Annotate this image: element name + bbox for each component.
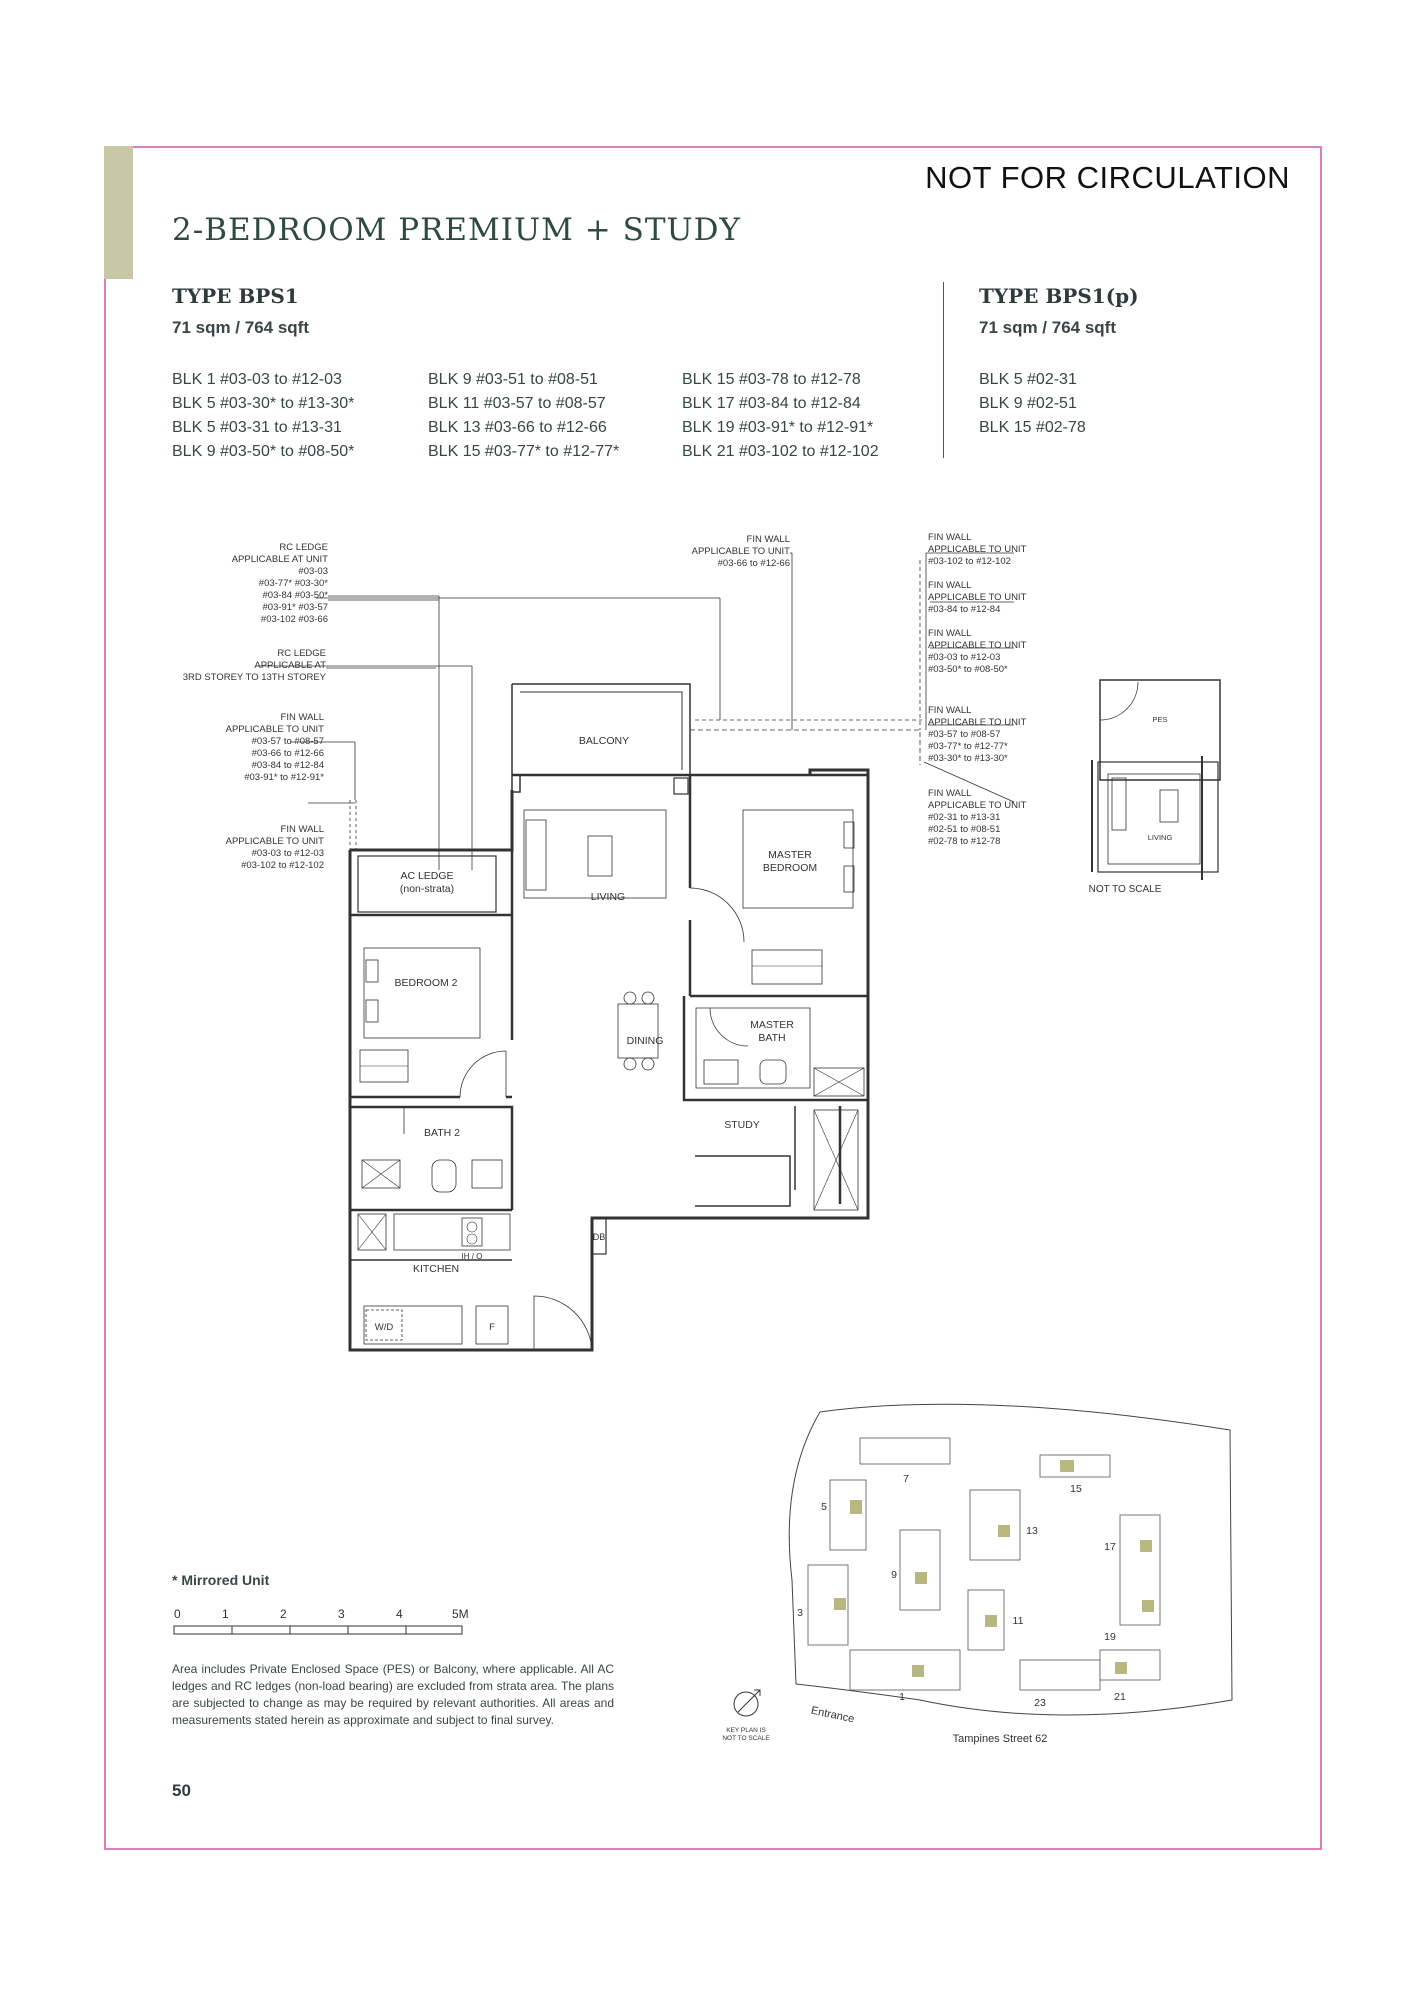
annotation-line: #03-03 to #12-03 (251, 848, 324, 859)
scale-bar (172, 1604, 472, 1644)
page-title: 2-BEDROOM PREMIUM + STUDY (172, 212, 741, 248)
unit-range: BLK 15 #03-77* to #12-77* (428, 443, 620, 460)
fin-wall-label: FIN WALL (928, 580, 972, 591)
unit-range: BLK 15 #02-78 (979, 419, 1086, 436)
page-number: 50 (172, 1781, 191, 1800)
type-b-name: TYPE BPS1(p) (979, 284, 1139, 308)
north-arrow-icon (734, 1690, 760, 1716)
room-label-master-bath: MASTER (750, 1019, 794, 1031)
block-label: 7 (903, 1473, 909, 1485)
unit-range: BLK 9 #03-51 to #08-51 (428, 371, 598, 388)
block-label: 21 (1114, 1691, 1126, 1703)
annotation-line: #03-91* to #12-91* (244, 772, 324, 783)
annotation-line: #02-78 to #12-78 (928, 836, 1001, 847)
room-label-db: DB (592, 1232, 606, 1242)
mirrored-unit-note: * Mirrored Unit (172, 1572, 270, 1588)
entrance-label: Entrance (809, 1704, 856, 1726)
annotation-line: APPLICABLE TO UNIT (928, 640, 1027, 651)
type-a-units-col2 (428, 368, 619, 464)
type-a-area: 71 sqm / 764 sqft (172, 318, 310, 337)
unit-range: BLK 17 #03-84 to #12-84 (682, 395, 861, 412)
watermark-label: NOT FOR CIRCULATION (925, 160, 1290, 195)
annotation-line: APPLICABLE TO UNIT (928, 800, 1027, 811)
annotation-line: 3RD STOREY TO 13TH STOREY (182, 672, 326, 683)
room-label-ac-ledge: (non-strata) (399, 883, 455, 895)
scale-tick: 5M (452, 1607, 469, 1621)
fin-wall-label: FIN WALL (280, 824, 324, 835)
annotation-line: APPLICABLE AT (254, 660, 326, 671)
unit-range: BLK 19 #03-91* to #12-91* (682, 419, 874, 436)
room-label-fridge: F (489, 1322, 495, 1333)
block-label: 23 (1034, 1697, 1046, 1709)
block-label: 3 (797, 1607, 803, 1619)
annotation-line: #03-102 to #12-102 (241, 860, 324, 871)
annotation-line: APPLICABLE TO UNIT (928, 592, 1027, 603)
inset-label-pes: PES (1152, 715, 1168, 724)
scale-tick: 1 (222, 1607, 229, 1621)
rc-ledge-label: RC LEDGE (279, 542, 328, 553)
annotation-line: #03-03 to #12-03 (928, 652, 1001, 663)
type-b-units (979, 368, 1086, 440)
annotation-line: #03-66 to #12-66 (251, 748, 324, 759)
annotation-line: APPLICABLE TO UNIT (225, 836, 324, 847)
fin-wall-label: FIN WALL (746, 534, 790, 545)
unit-range: BLK 9 #02-51 (979, 395, 1077, 412)
street-label: Tampines Street 62 (952, 1733, 1048, 1745)
section-tab (104, 146, 133, 279)
unit-range: BLK 5 #03-30* to #13-30* (172, 395, 355, 412)
block-label: 13 (1026, 1525, 1038, 1537)
room-label-wd: W/D (374, 1322, 394, 1333)
block-label: 1 (899, 1691, 905, 1703)
scale-tick: 4 (396, 1607, 403, 1621)
room-label-master-bedroom: MASTER (768, 849, 812, 861)
annotation-line: #03-50* to #08-50* (928, 664, 1008, 675)
unit-range: BLK 1 #03-03 to #12-03 (172, 371, 342, 388)
room-label-master-bedroom: BEDROOM (762, 862, 818, 874)
room-label-ih: IH / O (461, 1252, 483, 1261)
unit-range: BLK 9 #03-50* to #08-50* (172, 443, 355, 460)
room-label-living: LIVING (590, 891, 626, 903)
keyplan-caption: KEY PLAN IS (726, 1727, 766, 1734)
keyplan-caption: NOT TO SCALE (722, 1735, 770, 1742)
rc-ledge-label: RC LEDGE (277, 648, 326, 659)
annotation-line: #02-51 to #08-51 (928, 824, 1001, 835)
block-label: 15 (1070, 1483, 1082, 1495)
unit-range: BLK 11 #03-57 to #08-57 (428, 395, 606, 412)
block-label: 17 (1104, 1541, 1116, 1553)
type-a-units-col1 (172, 368, 354, 464)
annotation-line: #03-57 to #08-57 (928, 729, 1001, 740)
annotation-line: APPLICABLE TO UNIT (225, 724, 324, 735)
room-label-ac-ledge: AC LEDGE (400, 870, 454, 882)
annotation-line: APPLICABLE TO UNIT (691, 546, 790, 557)
annotation-line: #03-57 to #08-57 (251, 736, 324, 747)
annotation-line: #03-30* to #13-30* (928, 753, 1008, 764)
type-a-name: TYPE BPS1 (172, 284, 299, 308)
annotation-line: #03-84 to #12-84 (251, 760, 324, 771)
block-label: 9 (891, 1569, 897, 1581)
annotation-line: #03-84 #03-50* (262, 590, 328, 601)
annotation-line: #03-102 to #12-102 (928, 556, 1011, 567)
scale-tick: 3 (338, 1607, 345, 1621)
block-label: 19 (1104, 1631, 1116, 1643)
unit-range: BLK 13 #03-66 to #12-66 (428, 419, 607, 436)
annotation-line: #03-66 to #12-66 (717, 558, 790, 569)
floor-plan (150, 520, 1250, 1380)
key-plan (700, 1400, 1240, 1760)
annotation-line: APPLICABLE AT UNIT (231, 554, 328, 565)
room-label-dining: DINING (626, 1035, 664, 1047)
fin-wall-label: FIN WALL (928, 705, 972, 716)
block-label: 5 (821, 1501, 827, 1513)
annotation-line: #03-77* to #12-77* (928, 741, 1008, 752)
annotation-line: #03-77* #03-30* (258, 578, 328, 589)
scale-tick: 2 (280, 1607, 287, 1621)
type-b-area: 71 sqm / 764 sqft (979, 318, 1117, 337)
unit-range: BLK 21 #03-102 to #12-102 (682, 443, 879, 460)
annotation-line: APPLICABLE TO UNIT (928, 544, 1027, 555)
unit-range: BLK 5 #02-31 (979, 371, 1077, 388)
room-label-balcony: BALCONY (578, 735, 630, 747)
annotation-line: APPLICABLE TO UNIT (928, 717, 1027, 728)
fin-wall-label: FIN WALL (928, 628, 972, 639)
annotation-line: #03-84 to #12-84 (928, 604, 1001, 615)
fin-wall-label: FIN WALL (928, 788, 972, 799)
room-label-bath-2: BATH 2 (424, 1127, 460, 1139)
disclaimer-note: Area includes Private Enclosed Space (PES) or Balcony, where applicable. All AC ledges and RC ledges (non-load bearing) are excluded from strata area. The plans are subjected to change as may be required by relevant authorities. All areas and measurements stated herein as approximate and subject to final survey. (172, 1662, 614, 1727)
fin-wall-label: FIN WALL (280, 712, 324, 723)
fin-wall-label: FIN WALL (928, 532, 972, 543)
block-label: 11 (1012, 1615, 1024, 1627)
room-label-master-bath: BATH (758, 1032, 786, 1044)
annotation-line: #02-31 to #13-31 (928, 812, 1001, 823)
inset-label-living: LIVING (1147, 833, 1173, 842)
annotation-line: #03-91* #03-57 (262, 602, 328, 613)
type-a-units-col3 (682, 368, 879, 464)
room-label-kitchen: KITCHEN (412, 1263, 460, 1275)
room-label-bedroom-2: BEDROOM 2 (394, 977, 458, 989)
inset-note: NOT TO SCALE (1088, 884, 1162, 895)
annotation-line: #03-102 #03-66 (260, 614, 328, 625)
unit-range: BLK 15 #03-78 to #12-78 (682, 371, 861, 388)
annotation-line: #03-03 (298, 566, 328, 577)
scale-tick: 0 (174, 1607, 181, 1621)
column-divider (943, 282, 944, 458)
room-label-study: STUDY (724, 1119, 760, 1131)
unit-range: BLK 5 #03-31 to #13-31 (172, 419, 342, 436)
